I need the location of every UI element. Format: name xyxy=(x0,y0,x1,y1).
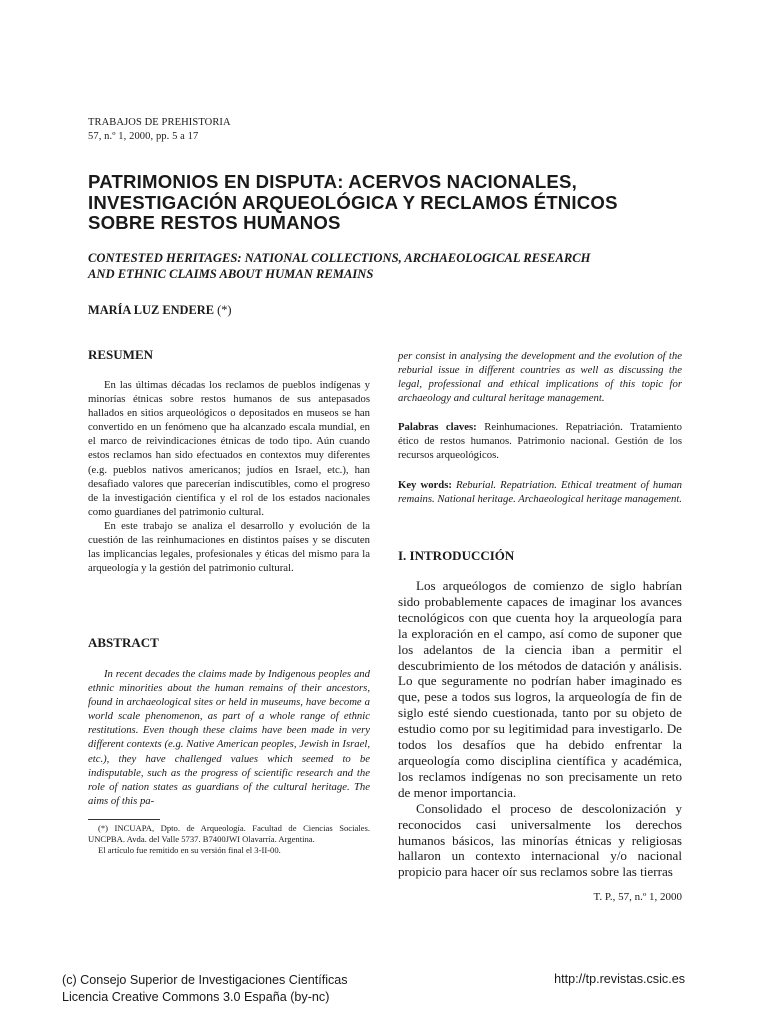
introduccion-body xyxy=(398,578,682,880)
subtitle-line-2: AND ETHNIC CLAIMS ABOUT HUMAN REMAINS xyxy=(88,267,374,281)
introduccion-paragraph-2: Consolidado el proceso de descolonización y reconocidos casi universalmente los derechos humanos básicos, las minorías étnicas y religiosas hallaron un contexto internacional y/o nacional propicio para hacer oír sus reclamos sobre las tierras xyxy=(398,800,682,880)
author-footnote-mark: (*) xyxy=(217,303,232,317)
abstract-paragraph-1: In recent decades the claims made by Indigenous peoples and ethnic minorities about the human remains of their ancestors, found in archaeological sites or held in museums, have become a world scale phenomenon, as part of a whole range of ethnic restitutions. Even though these claims have been made in very different contexts (e.g. Native American peoples, Jewish in Israel, etc.), they have challenged values which seemed to be indisputable, such as the progress of scientific research and the role of nation states as guardians of the cultural heritage. The aims of this pa- xyxy=(88,668,370,807)
article-subtitle xyxy=(88,250,688,282)
license-notice xyxy=(62,972,348,1006)
journal-url[interactable]: http://tp.revistas.csic.es xyxy=(554,972,685,986)
footnotes xyxy=(88,823,370,856)
resumen-paragraph-2: En este trabajo se analiza el desarrollo y evolución de la cuestión de las reinhumaciones en distintos países y se discuten las implicancias legales, profesionales y éticas del mismo para la arqueología y la gestión del patrimonio cultural. xyxy=(88,519,370,575)
article-title xyxy=(88,172,688,234)
introduccion-heading: I. INTRODUCCIÓN xyxy=(398,548,515,563)
palabras-claves xyxy=(398,420,682,462)
resumen-heading: RESUMEN xyxy=(88,347,154,362)
palabras-claves-label: Palabras claves: xyxy=(398,421,477,433)
resumen-body xyxy=(88,378,370,575)
journal-name: TRABAJOS DE PREHISTORIA xyxy=(88,117,231,128)
key-words xyxy=(398,478,682,506)
title-line-2: INVESTIGACIÓN ARQUEOLÓGICA Y RECLAMOS ÉTNICOS xyxy=(88,191,618,213)
journal-header xyxy=(88,116,231,144)
key-words-label: Key words: xyxy=(398,479,452,491)
key-words-text: Reburial. Repatriation. Ethical treatment of human remains. National heritage. Archaeological heritage management. xyxy=(398,479,683,506)
abstract-continued-text: per consist in analysing the development and the evolution of the reburial issue in different countries as well as discussing the legal, professional and ethical implications of this topic for archaeology and cultural heritage management. xyxy=(398,350,682,405)
footnote-affiliation: (*) INCUAPA, Dpto. de Arqueología. Facultad de Ciencias Sociales. UNCPBA. Avda. del Valle 5737. B7400JWI Olavarría. Argentina. xyxy=(88,823,370,844)
palabras-claves-text: Reinhumaciones. Repatriación. Tratamiento ético de restos humanos. Patrimonio nacional. Gestión de los recursos arqueológicos. xyxy=(398,421,682,462)
footnote-divider xyxy=(88,819,160,820)
introduccion-paragraph-1: Los arqueólogos de comienzo de siglo habrían sido probablemente capaces de imaginar los avances tecnológicos con que cuenta hoy la arqueología para la exploración en el campo, así como de suponer que los adelantos de la ciencia iban a permitir el descubrimiento de los métodos de datación y análisis. Lo que seguramente no podrían haber imaginado es que, pese a todos sus logros, la arqueología de fin de siglo esté siendo cuestionada, tanto por su objeto de estudio como por su legitimidad para investigarlo. De todos los desafíos que ha debido enfrentar la arqueología como disciplina científica y académica, los reclamos indígenas no son precisamente un reto de menor importancia. xyxy=(398,578,682,800)
footnote-submission: El artículo fue remitido en su versión final el 3-II-00. xyxy=(98,845,281,855)
abstract-body xyxy=(88,667,370,808)
subtitle-line-1: CONTESTED HERITAGES: NATIONAL COLLECTIONS, ARCHAEOLOGICAL RESEARCH xyxy=(88,251,591,265)
resumen-paragraph-1: En las últimas décadas los reclamos de pueblos indígenas y minorías étnicas sobre restos humanos de sus antepasados hallados en sitios arqueológicos o depositados en museos se han convertido en un fenómeno que ha alcanzado escala mundial, en el marco de reivindicaciones étnicas de todo tipo. Aún cuando estos reclamos han sido efectuados en contextos muy diferentes (e.g. pueblos nativos americanos; judíos en Israel, etc.), han desafiado valores que parecerían indiscutibles, como el progreso de la investigación científica y el rol de los estados nacionales como guardianes del patrimonio cultural. xyxy=(88,379,370,518)
title-line-1: PATRIMONIOS EN DISPUTA: ACERVOS NACIONALES, xyxy=(88,171,577,192)
license-line-1: (c) Consejo Superior de Investigaciones Científicas xyxy=(62,973,348,987)
author xyxy=(88,303,232,318)
title-line-3: SOBRE RESTOS HUMANOS xyxy=(88,212,341,233)
journal-issue: 57, n.º 1, 2000, pp. 5 a 17 xyxy=(88,131,199,142)
author-name: MARÍA LUZ ENDERE xyxy=(88,303,214,317)
abstract-heading: ABSTRACT xyxy=(88,635,159,650)
license-line-2: Licencia Creative Commons 3.0 España (by-nc) xyxy=(62,990,330,1004)
page-footer: T. P., 57, n.º 1, 2000 xyxy=(593,891,682,903)
abstract-continued xyxy=(398,349,682,405)
